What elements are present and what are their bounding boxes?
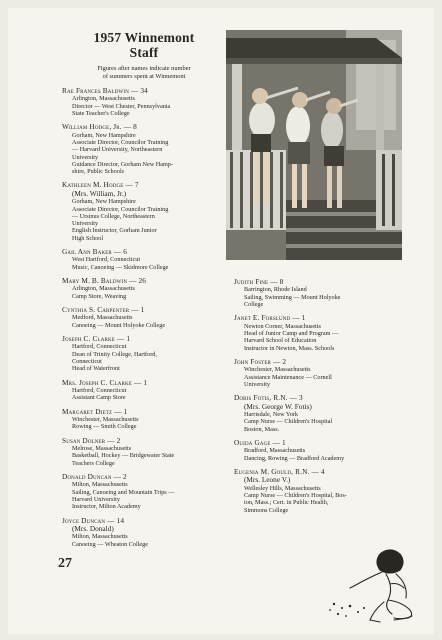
staff-alt-name: (Mrs. Donald) [72, 523, 114, 533]
staff-detail-line: Hartford, Connecticut [72, 387, 127, 395]
staff-entry [62, 87, 226, 117]
staff-detail-line: Bradford, Massachusetts [244, 447, 306, 455]
staff-detail-line: High School [72, 234, 104, 242]
staff-alt-name: (Mrs. William, Jr.) [72, 188, 127, 198]
staff-column-left [62, 30, 226, 554]
staff-detail-line: Associate Director, Councilor Training [72, 139, 169, 146]
staff-name: Janet E. Forslund — 1 [234, 313, 306, 323]
staff-detail-line: Teachers College [72, 459, 115, 467]
staff-detail-line: Arlington, Massachusetts [72, 95, 135, 103]
staff-detail-line: Gorham, New Hampshire [72, 131, 136, 139]
staff-detail-line: Sailing, Canoeing and Mountain Trips — [72, 488, 175, 496]
page-number: 27 [58, 556, 72, 571]
staff-name: John Foster — 2 [234, 356, 287, 366]
staff-entry [62, 181, 226, 242]
staff-detail-line: Camp Store, Weaving [72, 292, 127, 300]
staff-detail-line: Guidance Director, Gorham New Hamp- [72, 160, 173, 168]
staff-entry [234, 468, 404, 514]
staff-detail-line: Rowing — Smith College [72, 423, 137, 431]
staff-detail-line: — Harvard University, Northeastern [72, 146, 163, 154]
staff-name: Judith Fine — 8 [234, 277, 284, 286]
staff-alt-name: (Mrs. Leone V.) [244, 475, 291, 485]
staff-column-right [234, 278, 404, 520]
staff-name: Joyce Duncan — 14 [62, 515, 125, 525]
page-title [62, 30, 226, 60]
staff-detail-line: Harvard University [72, 495, 120, 503]
staff-detail-line: Hartford, Connecticut [72, 343, 127, 351]
staff-detail-line: Connecticut [72, 358, 102, 366]
staff-detail-line: Associate Director, Councilor Training [72, 205, 169, 213]
staff-alt-name: (Mrs. George W. Fotis) [244, 401, 312, 411]
staff-detail-line: State Teacher's College [72, 110, 130, 117]
staff-detail-line: University [72, 153, 99, 161]
staff-entry [62, 379, 226, 402]
staff-detail-line: Winchester, Massachusetts [72, 416, 139, 424]
staff-detail-line: Sailing, Swimming — Mount Holyoke [244, 293, 341, 301]
staff-detail-line: Winchester, Massachusetts [244, 366, 311, 374]
staff-detail-line: Medford, Massachusetts [72, 314, 133, 322]
staff-entry [62, 123, 226, 175]
staff-name: Mary M. B. Baldwin — 26 [62, 276, 147, 286]
staff-photo [226, 30, 402, 260]
staff-list-right [234, 278, 404, 514]
staff-detail-line: Assistant Camp Store [72, 394, 126, 402]
staff-detail-line: College [244, 301, 264, 308]
staff-detail-line: Wellesley Hills, Massachusetts [244, 484, 321, 492]
staff-detail-line: Basketball, Hockey — Bridgewater State [72, 452, 175, 460]
staff-entry [234, 358, 404, 388]
staff-entry [62, 306, 226, 329]
staff-detail-line: Barrington, Rhode Island [244, 286, 307, 294]
photo-buglers-on-porch [226, 30, 402, 260]
staff-entry [234, 278, 404, 308]
staff-entry [62, 408, 226, 431]
staff-entry [62, 248, 226, 271]
staff-detail-line: Head of Waterfront [72, 365, 120, 373]
staff-detail-line: shire, Public Schools [72, 168, 125, 176]
staff-name: Doris Fotis, R.N. — 3 [234, 393, 303, 403]
staff-name: William Hodge, Jr. — 8 [62, 122, 137, 132]
staff-detail-line: University [72, 220, 99, 228]
staff-entry [62, 335, 226, 373]
staff-name: Margaret Dietz — 1 [62, 406, 128, 416]
staff-detail-line: English Instructor, Gorham Junior [72, 227, 157, 235]
staff-entry [62, 517, 226, 548]
yearbook-page [8, 8, 434, 634]
staff-name: Eugenia M. Gould, R.N. — 4 [234, 466, 325, 476]
staff-detail-line: Head of Junior Camp and Program — [244, 330, 339, 337]
staff-name: Kathleen M. Hodge — 7 [62, 180, 139, 190]
staff-entry [62, 277, 226, 300]
staff-name: Ouida Gage — 1 [234, 437, 286, 447]
staff-detail-line: Camp Nurse — Children's Hospital, Bos- [244, 492, 347, 499]
staff-entry [234, 314, 404, 352]
staff-detail-line: Boston, Mass. [244, 425, 280, 433]
staff-name: Gail Ann Baker — 6 [62, 247, 128, 257]
staff-entry [62, 473, 226, 511]
title-line-2: Staff [129, 45, 159, 60]
staff-name: Joseph C. Clarke — 1 [62, 334, 131, 344]
staff-entry [62, 437, 226, 467]
staff-name: Donald Duncan — 2 [62, 471, 127, 481]
staff-detail-line: Milton, Massachusetts [72, 533, 128, 541]
staff-detail-line: Camp Nurse — Children's Hospital [244, 418, 333, 426]
staff-name: Susan Dolner — 2 [62, 435, 121, 445]
staff-detail-line: Director — West Chester, Pennsylvania [72, 102, 171, 110]
staff-detail-line: Instructor in Newton, Mass. Schools [244, 344, 335, 352]
staff-detail-line: Music, Canoeing — Skidmore College [72, 263, 169, 271]
staff-name: Mrs. Joseph C. Clarke — 1 [62, 377, 148, 387]
staff-detail-line: Canoeing — Mount Holyoke College [72, 321, 166, 329]
title-line-1: 1957 Winnemont [93, 30, 195, 45]
page-subtitle [62, 65, 226, 81]
staff-detail-line: Milton, Massachusetts [72, 481, 128, 489]
staff-entry [234, 394, 404, 433]
staff-detail-line: Arlington, Massachusetts [72, 285, 135, 293]
staff-detail-line: Newton Corner, Massachusetts [244, 322, 321, 330]
staff-entry [234, 439, 404, 462]
staff-detail-line: ton, Mass.; Cert. in Public Health, [244, 499, 329, 507]
staff-name: Rae Frances Baldwin — 34 [62, 86, 148, 95]
subtitle-line-2: of summers spent at Winnemont [102, 73, 186, 80]
staff-detail-line: Gorham, New Hampshire [72, 198, 136, 206]
subtitle-line-1: Figures after names indicate number [97, 65, 191, 72]
staff-detail-line: Canoeing — Wheaton College [72, 540, 149, 548]
staff-detail-line: — Ursinus College, Northeastern [72, 212, 155, 220]
staff-detail-line: Simmons College [244, 506, 289, 514]
staff-detail-line: West Hartford, Connecticut [72, 256, 141, 264]
staff-name: Cynthia S. Carpenter — 1 [62, 305, 145, 315]
staff-detail-line: Harrisdale, New York [244, 411, 298, 418]
staff-detail-line: University [244, 380, 271, 388]
staff-detail-line: Melrose, Massachusetts [72, 445, 132, 453]
child-playing-marbles-sketch [324, 544, 428, 628]
staff-detail-line: Dancing, Rowing — Bradford Academy [244, 454, 345, 462]
staff-detail-line: Assistance Maintenance — Cornell [244, 373, 332, 381]
staff-detail-line: Instructor, Milton Academy [72, 503, 141, 511]
staff-list-left [62, 87, 226, 548]
staff-detail-line: Dean of Trinity College, Hartford, [72, 350, 157, 358]
staff-detail-line: Harvard School of Education [244, 337, 317, 345]
